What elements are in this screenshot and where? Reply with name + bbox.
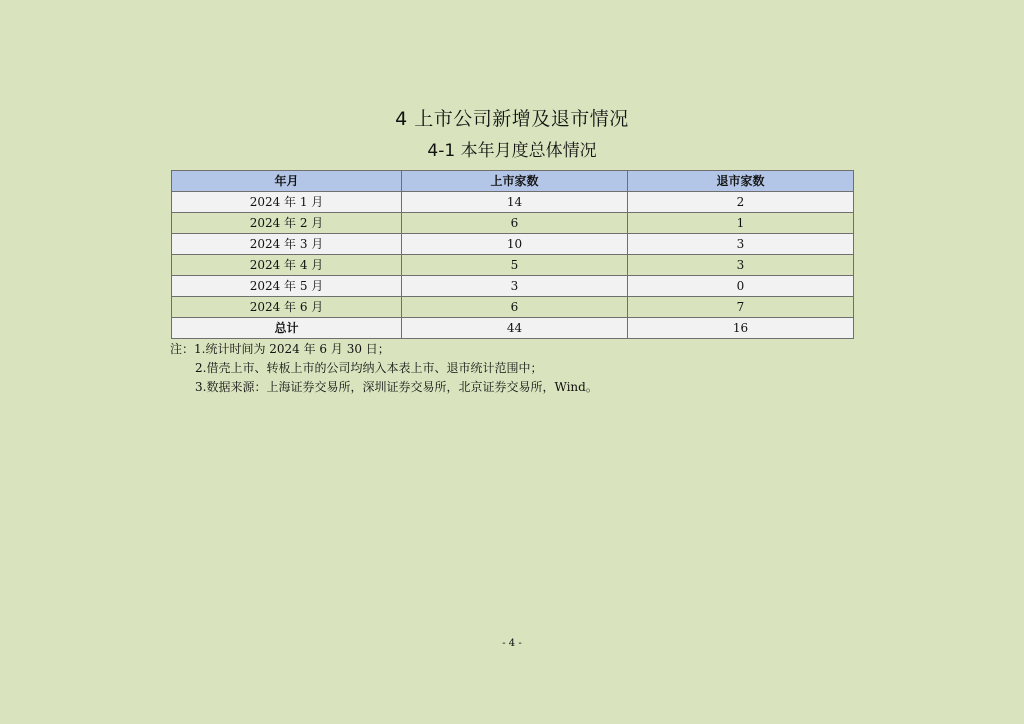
total-delistings: 16	[628, 318, 854, 339]
column-header-listings: 上市家数	[402, 171, 628, 192]
table-row	[172, 234, 854, 255]
table-notes	[170, 340, 598, 397]
column-header-year-month: 年月	[172, 171, 402, 192]
total-listings: 44	[402, 318, 628, 339]
table-row	[172, 276, 854, 297]
page-number: - 4 -	[502, 638, 522, 649]
note-line-1: 注：1.统计时间为 2024 年 6 月 30 日；	[170, 342, 390, 356]
cell-listings: 14	[402, 192, 628, 213]
table-title: 4-1 本年月度总体情况	[427, 141, 597, 161]
cell-listings: 5	[402, 255, 628, 276]
cell-year-month: 2024 年 3 月	[172, 234, 402, 255]
cell-listings: 6	[402, 297, 628, 318]
cell-delistings: 3	[628, 255, 854, 276]
total-label: 总计	[172, 318, 402, 339]
cell-year-month: 2024 年 4 月	[172, 255, 402, 276]
table-row	[172, 297, 854, 318]
cell-listings: 10	[402, 234, 628, 255]
note-line-2: 2.借壳上市、转板上市的公司均纳入本表上市、退市统计范围中；	[195, 361, 543, 375]
table-row	[172, 192, 854, 213]
monthly-summary-table	[171, 170, 854, 339]
cell-listings: 3	[402, 276, 628, 297]
table-row	[172, 213, 854, 234]
cell-year-month: 2024 年 2 月	[172, 213, 402, 234]
table-row	[172, 255, 854, 276]
cell-year-month: 2024 年 6 月	[172, 297, 402, 318]
column-header-delistings: 退市家数	[628, 171, 854, 192]
table-header-row	[172, 171, 854, 192]
cell-delistings: 7	[628, 297, 854, 318]
cell-listings: 6	[402, 213, 628, 234]
cell-delistings: 0	[628, 276, 854, 297]
cell-delistings: 2	[628, 192, 854, 213]
total-row	[172, 318, 854, 339]
note-line-3: 3.数据来源：上海证券交易所，深圳证券交易所，北京证券交易所，Wind。	[195, 380, 598, 394]
cell-delistings: 1	[628, 213, 854, 234]
section-title: 4 上市公司新增及退市情况	[395, 108, 629, 130]
cell-year-month: 2024 年 1 月	[172, 192, 402, 213]
cell-year-month: 2024 年 5 月	[172, 276, 402, 297]
cell-delistings: 3	[628, 234, 854, 255]
